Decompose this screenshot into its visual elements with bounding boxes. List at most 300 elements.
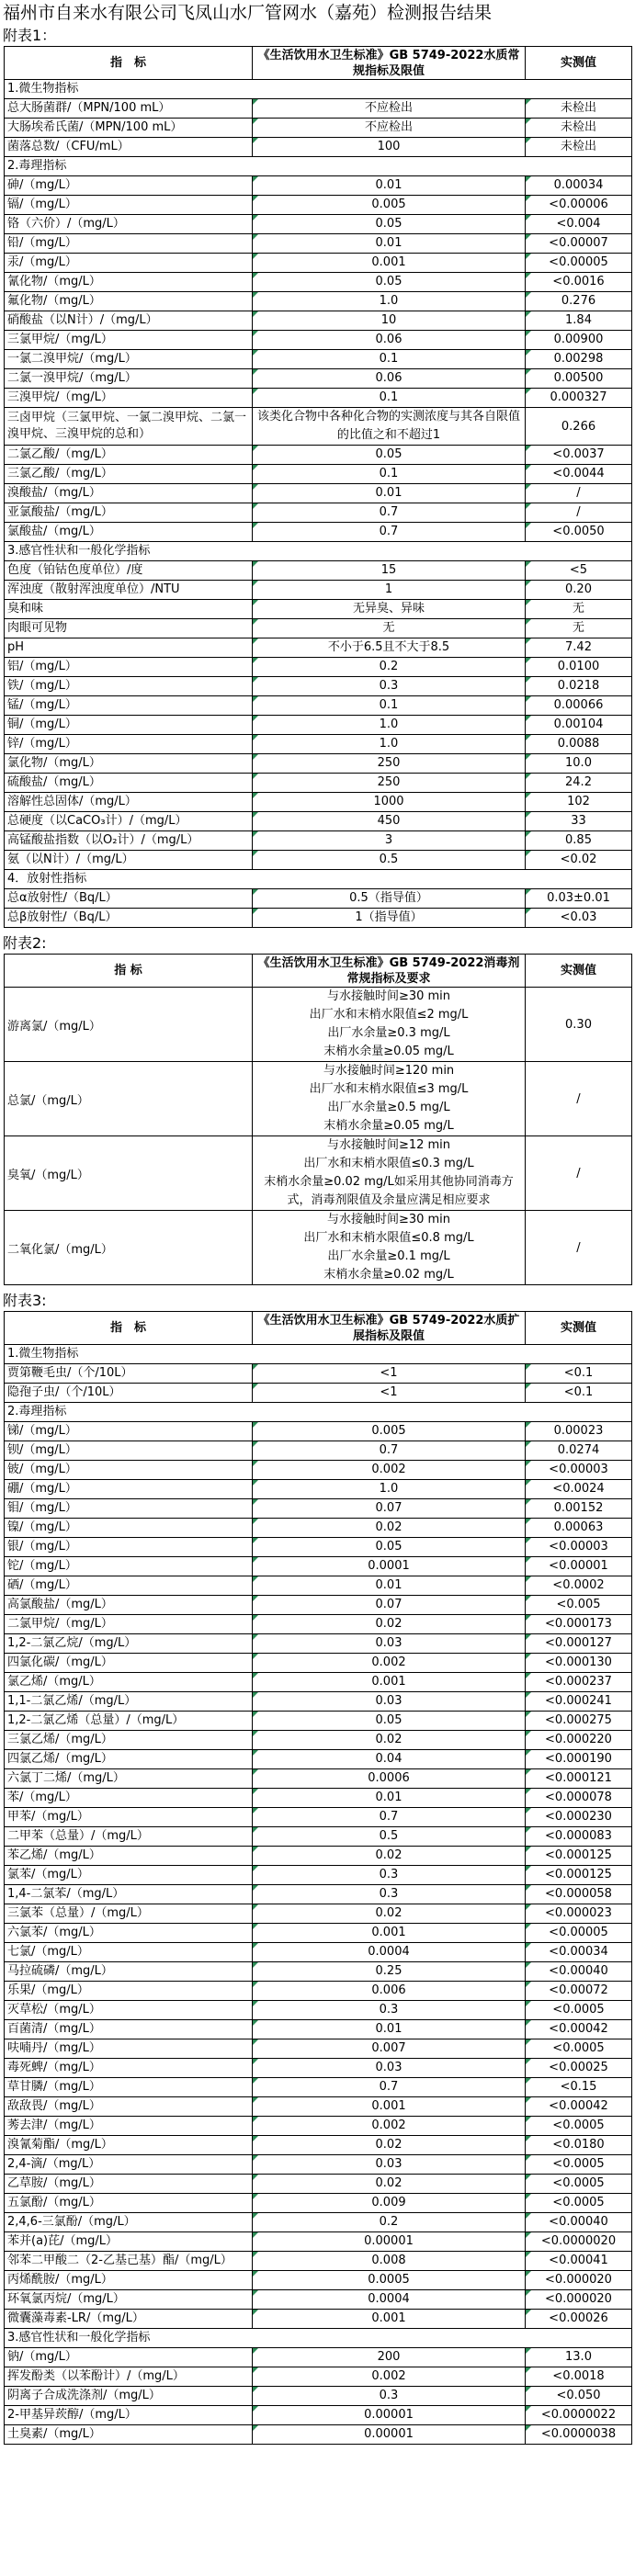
- indicator-name: 总α放射性/（Bq/L）: [5, 889, 253, 909]
- limit-value: 1: [253, 581, 526, 600]
- limit-value: 0.07: [253, 1499, 526, 1519]
- measured-value: /: [526, 1136, 632, 1211]
- measured-value: <0.0005: [526, 2155, 632, 2175]
- limit-value: 200: [253, 2348, 526, 2367]
- limit-value: 0.002: [253, 2367, 526, 2387]
- table-row: [5, 1904, 632, 1924]
- measured-value: <0.000237: [526, 1673, 632, 1692]
- measured-value: <0.000275: [526, 1712, 632, 1731]
- table-row: [5, 638, 632, 658]
- limit-value: 0.0005: [253, 2271, 526, 2290]
- measured-value: <0.0044: [526, 465, 632, 484]
- requirement-line: 与水接触时间≥120 min: [323, 1064, 455, 1078]
- measured-value: 0.0100: [526, 658, 632, 677]
- indicator-name: 钼/（mg/L）: [5, 1499, 253, 1519]
- indicator-name: 总β放射性/（Bq/L）: [5, 909, 253, 928]
- indicator-name: 马拉硫磷/（mg/L）: [5, 1962, 253, 1982]
- indicator-name: 溴酸盐/（mg/L）: [5, 484, 253, 503]
- section-row: [5, 542, 632, 561]
- table-row: [5, 465, 632, 484]
- indicator-name: 百菌清/（mg/L）: [5, 2020, 253, 2039]
- limit-value: 0.06: [253, 369, 526, 389]
- indicator-name: 六氯苯/（mg/L）: [5, 1924, 253, 1943]
- measured-value: <0.000020: [526, 2271, 632, 2290]
- table2-header-standard: 《生活饮用水卫生标准》GB 5749-2022消毒剂常规指标及要求: [253, 955, 526, 988]
- limit-value: 1000: [253, 793, 526, 812]
- table-row: [5, 2175, 632, 2194]
- limit-value: 0.3: [253, 2001, 526, 2020]
- measured-value: <0.00001: [526, 1557, 632, 1576]
- measured-value: 0.276: [526, 292, 632, 311]
- table2-label: 附表2:: [3, 934, 47, 952]
- indicator-name: 臭氧/（mg/L）: [5, 1136, 253, 1211]
- table-row: [5, 561, 632, 581]
- requirement-line: 出厂水余量≥0.5 mg/L: [327, 1101, 450, 1114]
- limit-value: 0.05: [253, 446, 526, 465]
- table-row: [5, 292, 632, 311]
- table-row: [5, 1692, 632, 1712]
- limit-value: 0.7: [253, 503, 526, 523]
- indicator-name: 氯乙烯/（mg/L）: [5, 1673, 253, 1692]
- measured-value: <0.00025: [526, 2059, 632, 2078]
- measured-value: <0.000130: [526, 1654, 632, 1673]
- limit-value: 0.03: [253, 1692, 526, 1712]
- indicator-name: 砷/（mg/L）: [5, 176, 253, 196]
- indicator-name: 贾第鞭毛虫/（个/10L）: [5, 1364, 253, 1384]
- table-row: [5, 793, 632, 812]
- indicator-name: 硝酸盐（以N计）/（mg/L）: [5, 311, 253, 331]
- table-row: [5, 1924, 632, 1943]
- measured-value: 0.00500: [526, 369, 632, 389]
- indicator-name: 肉眼可见物: [5, 619, 253, 638]
- indicator-name: 乐果/（mg/L）: [5, 1982, 253, 2001]
- measured-value: <0.005: [526, 1596, 632, 1615]
- table-row: [5, 523, 632, 542]
- indicator-name: 锰/（mg/L）: [5, 696, 253, 716]
- requirement-line: 与水接触时间≥12 min: [326, 1138, 451, 1152]
- requirement-line: 出厂水余量≥0.1 mg/L: [327, 1249, 450, 1263]
- indicator-name: 色度（铂钴色度单位）/度: [5, 561, 253, 581]
- indicator-name: 丙烯酰胺/（mg/L）: [5, 2271, 253, 2290]
- limit-value: 0.05: [253, 273, 526, 292]
- measured-value: <0.00005: [526, 254, 632, 273]
- limit-value: 0.04: [253, 1750, 526, 1769]
- table-row: [5, 735, 632, 754]
- indicator-name: 苯乙烯/（mg/L）: [5, 1847, 253, 1866]
- table-row: [5, 1731, 632, 1750]
- limit-value: 0.5（指导值）: [253, 889, 526, 909]
- section-title: 1.微生物指标: [5, 80, 632, 99]
- table-row: [5, 1866, 632, 1885]
- table-row: [5, 176, 632, 196]
- limit-value: 0.005: [253, 1422, 526, 1441]
- indicator-name: 钠/（mg/L）: [5, 2348, 253, 2367]
- indicator-name: 环氧氯丙烷/（mg/L）: [5, 2290, 253, 2310]
- requirement-line: 末梢水余量≥0.02 mg/L: [323, 1268, 454, 1282]
- table-row: [5, 831, 632, 851]
- indicator-name: 溴氰菊酯/（mg/L）: [5, 2136, 253, 2155]
- limit-value: 0.1: [253, 465, 526, 484]
- indicator-name: 苯并(a)芘/（mg/L）: [5, 2232, 253, 2252]
- indicator-name: 阴离子合成洗涤剂/（mg/L）: [5, 2387, 253, 2406]
- requirement-line: 出厂水和末梢水限值≤2 mg/L: [309, 1008, 469, 1022]
- table-row: [5, 254, 632, 273]
- table-row: [5, 2194, 632, 2213]
- limit-value: 0.0004: [253, 1943, 526, 1962]
- limit-value: 0.007: [253, 2039, 526, 2059]
- limit-value: 0.05: [253, 1712, 526, 1731]
- indicator-name: 呋喃丹/（mg/L）: [5, 2039, 253, 2059]
- indicator-name: 2-甲基异莰醇/（mg/L）: [5, 2406, 253, 2425]
- section-row: [5, 1345, 632, 1364]
- indicator-name: 三溴甲烷/（mg/L）: [5, 389, 253, 408]
- measured-value: 0.30: [526, 988, 632, 1062]
- measured-value: <0.15: [526, 2078, 632, 2097]
- indicator-name: 草甘膦/（mg/L）: [5, 2078, 253, 2097]
- limit-value: 不应检出: [253, 119, 526, 138]
- indicator-name: 一氯二溴甲烷/（mg/L）: [5, 350, 253, 369]
- measured-value: <0.000078: [526, 1789, 632, 1808]
- table-row: [5, 1673, 632, 1692]
- indicator-name: 钡/（mg/L）: [5, 1441, 253, 1461]
- indicator-name: 七氯/（mg/L）: [5, 1943, 253, 1962]
- limit-value: 0.7: [253, 1441, 526, 1461]
- table3-header-item: 指 标: [5, 1312, 253, 1345]
- limit-value: <1: [253, 1384, 526, 1403]
- indicator-name: 莠去津/（mg/L）: [5, 2117, 253, 2136]
- limit-value: 0.3: [253, 677, 526, 696]
- measured-value: <0.0050: [526, 523, 632, 542]
- indicator-name: 硼/（mg/L）: [5, 1480, 253, 1499]
- limit-value: 1.0: [253, 292, 526, 311]
- table1-label: 附表1：: [3, 27, 57, 44]
- measured-value: <0.0037: [526, 446, 632, 465]
- measured-value: 0.0218: [526, 677, 632, 696]
- measured-value: <0.00006: [526, 196, 632, 215]
- table1-header-standard: 《生活饮用水卫生标准》GB 5749-2022水质常规指标及限值: [253, 47, 526, 80]
- section-row: [5, 2329, 632, 2348]
- table-row: [5, 658, 632, 677]
- requirement-line: 与水接触时间≥30 min: [326, 989, 451, 1003]
- limit-value: 0.006: [253, 1982, 526, 2001]
- indicator-name: 三氯乙酸/（mg/L）: [5, 465, 253, 484]
- measured-value: /: [526, 1062, 632, 1136]
- section-title: 1.微生物指标: [5, 1345, 632, 1364]
- measured-value: <0.000173: [526, 1615, 632, 1634]
- limit-value: 0.001: [253, 2097, 526, 2117]
- table-row: [5, 1519, 632, 1538]
- table-row: [5, 2290, 632, 2310]
- limit-value: 0.0006: [253, 1769, 526, 1789]
- table-row: [5, 503, 632, 523]
- measured-value: <0.0005: [526, 2039, 632, 2059]
- table3-body: [5, 1345, 632, 2445]
- table-row: [5, 369, 632, 389]
- table-row: [5, 581, 632, 600]
- section-row: [5, 870, 632, 889]
- section-row: [5, 1403, 632, 1422]
- table-row: [5, 909, 632, 928]
- measured-value: <0.02: [526, 851, 632, 870]
- indicator-name: 敌敌畏/（mg/L）: [5, 2097, 253, 2117]
- table-row: [5, 754, 632, 774]
- indicator-name: 铍/（mg/L）: [5, 1461, 253, 1480]
- indicator-name: 邻苯二甲酸二（2-乙基己基）酯/（mg/L）: [5, 2252, 253, 2271]
- table-row: [5, 1461, 632, 1480]
- indicator-name: 二甲苯（总量）/（mg/L）: [5, 1827, 253, 1847]
- table-row: [5, 2020, 632, 2039]
- table-row: [5, 600, 632, 619]
- indicator-name: 灭草松/（mg/L）: [5, 2001, 253, 2020]
- limit-value: 0.008: [253, 2252, 526, 2271]
- limit-value: 450: [253, 812, 526, 831]
- measured-value: <0.1: [526, 1384, 632, 1403]
- table-row: [5, 2155, 632, 2175]
- requirement-line: 出厂水和末梢水限值≤3 mg/L: [309, 1082, 469, 1096]
- section-row: [5, 157, 632, 176]
- indicator-name: 二氯一溴甲烷/（mg/L）: [5, 369, 253, 389]
- table-row: [5, 2348, 632, 2367]
- indicator-name: 铜/（mg/L）: [5, 716, 253, 735]
- table-row: [5, 2059, 632, 2078]
- table-row: [5, 99, 632, 119]
- limit-value: 250: [253, 774, 526, 793]
- table-row: [5, 812, 632, 831]
- table1-header-item: 指 标: [5, 47, 253, 80]
- measured-value: <0.00003: [526, 1461, 632, 1480]
- indicator-name: 1,2-二氯乙烷/（mg/L）: [5, 1634, 253, 1654]
- limit-value: 0.002: [253, 1654, 526, 1673]
- indicator-name: 硒/（mg/L）: [5, 1576, 253, 1596]
- measured-value: 0.00066: [526, 696, 632, 716]
- limit-value: 该类化合物中各种化合物的实测浓度与其各自限值的比值之和不超过1: [253, 408, 526, 446]
- measured-value: 0.00298: [526, 350, 632, 369]
- table2-body: [5, 988, 632, 1285]
- limit-value: 0.01: [253, 176, 526, 196]
- indicator-name: 二氯乙酸/（mg/L）: [5, 446, 253, 465]
- limit-value: 0.002: [253, 2117, 526, 2136]
- requirement-cell: [253, 1136, 526, 1211]
- table-row: [5, 1789, 632, 1808]
- measured-value: 24.2: [526, 774, 632, 793]
- measured-value: <0.00042: [526, 2097, 632, 2117]
- indicator-name: 三氯甲烷/（mg/L）: [5, 331, 253, 350]
- table2-header-item: 指 标: [5, 955, 253, 988]
- table-row: [5, 484, 632, 503]
- indicator-name: 氯酸盐/（mg/L）: [5, 523, 253, 542]
- measured-value: <0.000125: [526, 1866, 632, 1885]
- indicator-name: 铅/（mg/L）: [5, 234, 253, 254]
- limit-value: 3: [253, 831, 526, 851]
- indicator-name: 四氯化碳/（mg/L）: [5, 1654, 253, 1673]
- indicator-name: 氯苯/（mg/L）: [5, 1866, 253, 1885]
- table-row: [5, 1576, 632, 1596]
- table-row: [5, 1634, 632, 1654]
- measured-value: 0.00063: [526, 1519, 632, 1538]
- limit-value: 0.00001: [253, 2406, 526, 2425]
- indicator-name: 五氯酚/（mg/L）: [5, 2194, 253, 2213]
- requirement-line: 出厂水和末梢水限值≤0.8 mg/L: [303, 1231, 474, 1245]
- measured-value: 13.0: [526, 2348, 632, 2367]
- table3-header-measured: 实测值: [526, 1312, 632, 1345]
- limit-value: 0.005: [253, 196, 526, 215]
- table-row: [5, 1827, 632, 1847]
- measured-value: 7.42: [526, 638, 632, 658]
- limit-value: 0.02: [253, 1519, 526, 1538]
- measured-value: /: [526, 1211, 632, 1285]
- indicator-name: 土臭素/（mg/L）: [5, 2425, 253, 2445]
- indicator-name: 1,2-二氯乙烯（总量）/（mg/L）: [5, 1712, 253, 1731]
- measured-value: <0.050: [526, 2387, 632, 2406]
- limit-value: 0.05: [253, 1538, 526, 1557]
- table-row: [5, 389, 632, 408]
- limit-value: 0.03: [253, 1634, 526, 1654]
- indicator-name: 六氯丁二烯/（mg/L）: [5, 1769, 253, 1789]
- measured-value: /: [526, 503, 632, 523]
- measured-value: 102: [526, 793, 632, 812]
- limit-value: 0.7: [253, 2078, 526, 2097]
- table-row: [5, 2425, 632, 2445]
- limit-value: 0.3: [253, 1866, 526, 1885]
- measured-value: 0.000327: [526, 389, 632, 408]
- limit-value: 0.001: [253, 1673, 526, 1692]
- indicator-name: 浑浊度（散射浑浊度单位）/NTU: [5, 581, 253, 600]
- limit-value: 无异臭、异味: [253, 600, 526, 619]
- limit-value: 0.02: [253, 1847, 526, 1866]
- limit-value: 0.02: [253, 2175, 526, 2194]
- table-row: [5, 1808, 632, 1827]
- limit-value: 0.02: [253, 1615, 526, 1634]
- requirement-line: 出厂水余量≥0.3 mg/L: [327, 1026, 450, 1040]
- measured-value: <0.0005: [526, 2117, 632, 2136]
- table-row: [5, 1557, 632, 1576]
- indicator-name: 铬（六价）/（mg/L）: [5, 215, 253, 234]
- indicator-name: 二氧化氯/（mg/L）: [5, 1211, 253, 1285]
- measured-value: 0.0274: [526, 1441, 632, 1461]
- indicator-name: 铁/（mg/L）: [5, 677, 253, 696]
- table-row: [5, 2310, 632, 2329]
- limit-value: 0.01: [253, 234, 526, 254]
- measured-value: <0.000121: [526, 1769, 632, 1789]
- indicator-name: 大肠埃希氏菌/（MPN/100 mL）: [5, 119, 253, 138]
- indicator-name: 2,4-滴/（mg/L）: [5, 2155, 253, 2175]
- limit-value: 0.00001: [253, 2232, 526, 2252]
- measured-value: <0.000190: [526, 1750, 632, 1769]
- requirement-cell: [253, 1062, 526, 1136]
- measured-value: <0.000230: [526, 1808, 632, 1827]
- indicator-name: 三氯苯（总量）/（mg/L）: [5, 1904, 253, 1924]
- table-row: [5, 716, 632, 735]
- measured-value: <0.000058: [526, 1885, 632, 1904]
- limit-value: 0.1: [253, 350, 526, 369]
- indicator-name: 挥发酚类（以苯酚计）/（mg/L）: [5, 2367, 253, 2387]
- section-title: 4．放射性指标: [5, 870, 632, 889]
- requirement-line: 与水接触时间≥30 min: [326, 1213, 451, 1226]
- limit-value: 0.05: [253, 215, 526, 234]
- table-row: [5, 1211, 632, 1285]
- measured-value: <0.004: [526, 215, 632, 234]
- table-row: [5, 196, 632, 215]
- limit-value: 不小于6.5且不大于8.5: [253, 638, 526, 658]
- indicator-name: pH: [5, 638, 253, 658]
- measured-value: <0.00040: [526, 1962, 632, 1982]
- measured-value: <0.00042: [526, 2020, 632, 2039]
- limit-value: 0.07: [253, 1596, 526, 1615]
- limit-value: 0.7: [253, 1808, 526, 1827]
- indicator-name: 铝/（mg/L）: [5, 658, 253, 677]
- limit-value: 0.009: [253, 2194, 526, 2213]
- indicator-name: 高氯酸盐/（mg/L）: [5, 1596, 253, 1615]
- indicator-name: 甲苯/（mg/L）: [5, 1808, 253, 1827]
- table-row: [5, 988, 632, 1062]
- table-row: [5, 311, 632, 331]
- limit-value: 0.0001: [253, 1557, 526, 1576]
- table1-header-measured: 实测值: [526, 47, 632, 80]
- table-row: [5, 350, 632, 369]
- measured-value: 0.266: [526, 408, 632, 446]
- measured-value: <5: [526, 561, 632, 581]
- limit-value: 0.1: [253, 389, 526, 408]
- table-row: [5, 1422, 632, 1441]
- measured-value: 0.85: [526, 831, 632, 851]
- limit-value: 0.0004: [253, 2290, 526, 2310]
- section-row: [5, 80, 632, 99]
- indicator-name: 乙草胺/（mg/L）: [5, 2175, 253, 2194]
- table-row: [5, 774, 632, 793]
- requirement-line: 末梢水余量≥0.02 mg/L如采用其他协同消毒方式，消毒剂限值及余量应满足相应要求: [264, 1175, 514, 1207]
- table-row: [5, 1962, 632, 1982]
- table-row: [5, 273, 632, 292]
- limit-value: 0.002: [253, 1461, 526, 1480]
- table1: [4, 46, 632, 928]
- limit-value: 0.2: [253, 658, 526, 677]
- limit-value: 0.25: [253, 1962, 526, 1982]
- indicator-name: 三氯乙烯/（mg/L）: [5, 1731, 253, 1750]
- table-row: [5, 677, 632, 696]
- measured-value: <0.0000020: [526, 2232, 632, 2252]
- indicator-name: 1,1-二氯乙烯/（mg/L）: [5, 1692, 253, 1712]
- limit-value: 0.01: [253, 1789, 526, 1808]
- requirement-line: 末梢水余量≥0.05 mg/L: [323, 1045, 454, 1058]
- table2: [4, 954, 632, 1285]
- measured-value: <0.0016: [526, 273, 632, 292]
- measured-value: 33: [526, 812, 632, 831]
- table-row: [5, 1982, 632, 2001]
- indicator-name: 氨（以N计）/（mg/L）: [5, 851, 253, 870]
- limit-value: 0.5: [253, 1827, 526, 1847]
- indicator-name: 亚氯酸盐/（mg/L）: [5, 503, 253, 523]
- table-row: [5, 446, 632, 465]
- table-row: [5, 2406, 632, 2425]
- measured-value: 0.00023: [526, 1422, 632, 1441]
- indicator-name: 银/（mg/L）: [5, 1538, 253, 1557]
- indicator-name: 微囊藻毒素-LR/（mg/L）: [5, 2310, 253, 2329]
- indicator-name: 臭和味: [5, 600, 253, 619]
- requirement-line: 末梢水余量≥0.05 mg/L: [323, 1119, 454, 1133]
- limit-value: 1（指导值）: [253, 909, 526, 928]
- measured-value: 未检出: [526, 119, 632, 138]
- indicator-name: 总大肠菌群/（MPN/100 mL）: [5, 99, 253, 119]
- measured-value: <0.0005: [526, 2194, 632, 2213]
- table-row: [5, 1364, 632, 1384]
- limit-value: 不应检出: [253, 99, 526, 119]
- indicator-name: 氰化物/（mg/L）: [5, 273, 253, 292]
- measured-value: <0.00034: [526, 1943, 632, 1962]
- measured-value: <0.000023: [526, 1904, 632, 1924]
- indicator-name: 总氯/（mg/L）: [5, 1062, 253, 1136]
- limit-value: 250: [253, 754, 526, 774]
- indicator-name: 四氯乙烯/（mg/L）: [5, 1750, 253, 1769]
